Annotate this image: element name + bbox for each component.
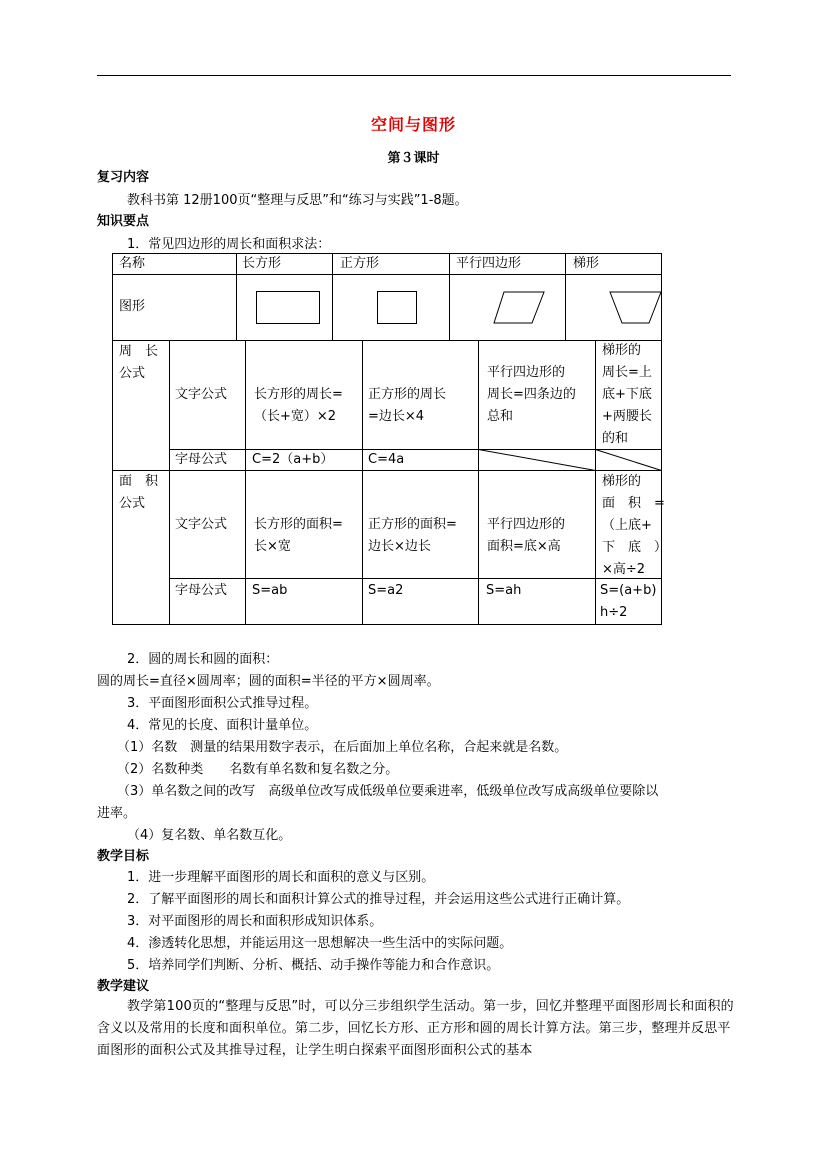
square-shape <box>377 291 417 324</box>
area-text-trapezoid: 梯形的 面 积 = （上底+ 下 底 ） ×高÷2 <box>602 474 668 577</box>
goal-item: 3．对平面图形的周长和面积形成知识体系。 <box>127 914 383 929</box>
perimeter-text-parallelogram: 平行四边形的 周长=四条边的 总和 <box>487 365 576 424</box>
trapezoid-shape <box>610 292 661 323</box>
knowledge-sub-3-cont: 进率。 <box>97 806 137 821</box>
goal-item: 5．培养同学们判断、分析、概括、动手操作等能力和合作意识。 <box>127 958 500 973</box>
knowledge-sub-4: （4）复名数、单名数互化。 <box>127 828 292 843</box>
table-header-parallelogram: 平行四边形 <box>456 256 522 271</box>
area-letter-formula-label: 字母公式 <box>175 583 228 598</box>
area-letter-square: S=a2 <box>368 583 404 598</box>
area-letter-rectangle: S=ab <box>252 583 288 598</box>
goal-item: 1．进一步理解平面图形的周长和面积的意义与区别。 <box>127 870 435 885</box>
lesson-number: 第３课时 <box>387 151 440 166</box>
page-title: 空间与图形 <box>370 115 456 134</box>
knowledge-sub-1: （1）名数 测量的结果用数字表示，在后面加上单位名称，合起来就是名数。 <box>117 740 568 755</box>
parallelogram-shape <box>494 292 544 323</box>
perimeter-letter-rectangle: C=2（a+b） <box>252 452 334 467</box>
area-letter-parallelogram: S=ah <box>486 583 522 598</box>
table-row-label-shape: 图形 <box>119 299 146 314</box>
knowledge-item-3: 3．平面图形面积公式推导过程。 <box>127 696 318 711</box>
area-text-formula-label: 文字公式 <box>175 517 228 532</box>
section-heading-suggestions: 教学建议 <box>97 979 150 994</box>
rectangle-shape <box>256 291 320 324</box>
table-header-trapezoid: 梯形 <box>573 256 600 271</box>
area-label: 面 积 公式 <box>119 474 159 511</box>
goal-item: 2．了解平面图形的周长和面积计算公式的推导过程，并会运用这些公式进行正确计算。 <box>127 892 630 907</box>
perimeter-label: 周 长 公式 <box>119 344 159 381</box>
knowledge-item-1: 1．常见四边形的周长和面积求法： <box>127 237 331 252</box>
knowledge-sub-3: （3）单名数之间的改写 高级单位改写成低级单位要乘进率，低级单位改写成高级单位要除以 <box>117 784 659 799</box>
section-heading-goals: 教学目标 <box>97 849 150 864</box>
area-text-square: 正方形的面积= 边长×边长 <box>368 517 457 554</box>
knowledge-item-4: 4．常见的长度、面积计量单位。 <box>127 718 318 733</box>
table-header-name: 名称 <box>119 256 146 271</box>
perimeter-text-formula-label: 文字公式 <box>175 387 228 402</box>
knowledge-sub-2: （2）名数种类 名数有单名数和复名数之分。 <box>117 762 399 777</box>
section-heading-knowledge: 知识要点 <box>97 214 150 229</box>
perimeter-text-trapezoid: 梯形的 周长=上 底+下底 +两腰长 的和 <box>602 343 652 446</box>
perimeter-text-square: 正方形的周长 =边长×4 <box>368 387 447 424</box>
area-text-rectangle: 长方形的面积= 长×宽 <box>254 517 343 554</box>
goal-item: 4．渗透转化思想，并能运用这一思想解决一些生活中的实际问题。 <box>127 936 513 951</box>
area-letter-trapezoid: S=(a+b) h÷2 <box>600 583 657 620</box>
perimeter-text-rectangle: 长方形的周长= （长+宽）×2 <box>254 387 343 424</box>
knowledge-item-2: 2．圆的周长和圆的面积： <box>127 652 279 667</box>
table-header-rectangle: 长方形 <box>242 256 282 271</box>
review-text: 教科书第 12册100页“整理与反思”和“练习与实践”1-8题。 <box>127 193 468 208</box>
section-heading-review: 复习内容 <box>97 170 150 185</box>
suggestions-text: 教学第100页的“整理与反思”时，可以分三步组织学生活动。第一步，回忆并整理平面图形周长和面积的含义以及常用的长度和面积单位。第二步，回忆长方形、正方形和圆的周长计算方法。第三步，整理并反思平面图形的面积公式及其推导过程，让学生明白探索平面图形面积公式的基本 <box>97 999 734 1058</box>
perimeter-letter-square: C=4a <box>368 452 405 467</box>
table-header-square: 正方形 <box>340 256 380 271</box>
knowledge-item-2-detail: 圆的周长=直径×圆周率；圆的面积=半径的平方×圆周率。 <box>97 674 440 689</box>
area-text-parallelogram: 平行四边形的 面积=底×高 <box>487 517 566 554</box>
perimeter-letter-formula-label: 字母公式 <box>175 452 228 467</box>
